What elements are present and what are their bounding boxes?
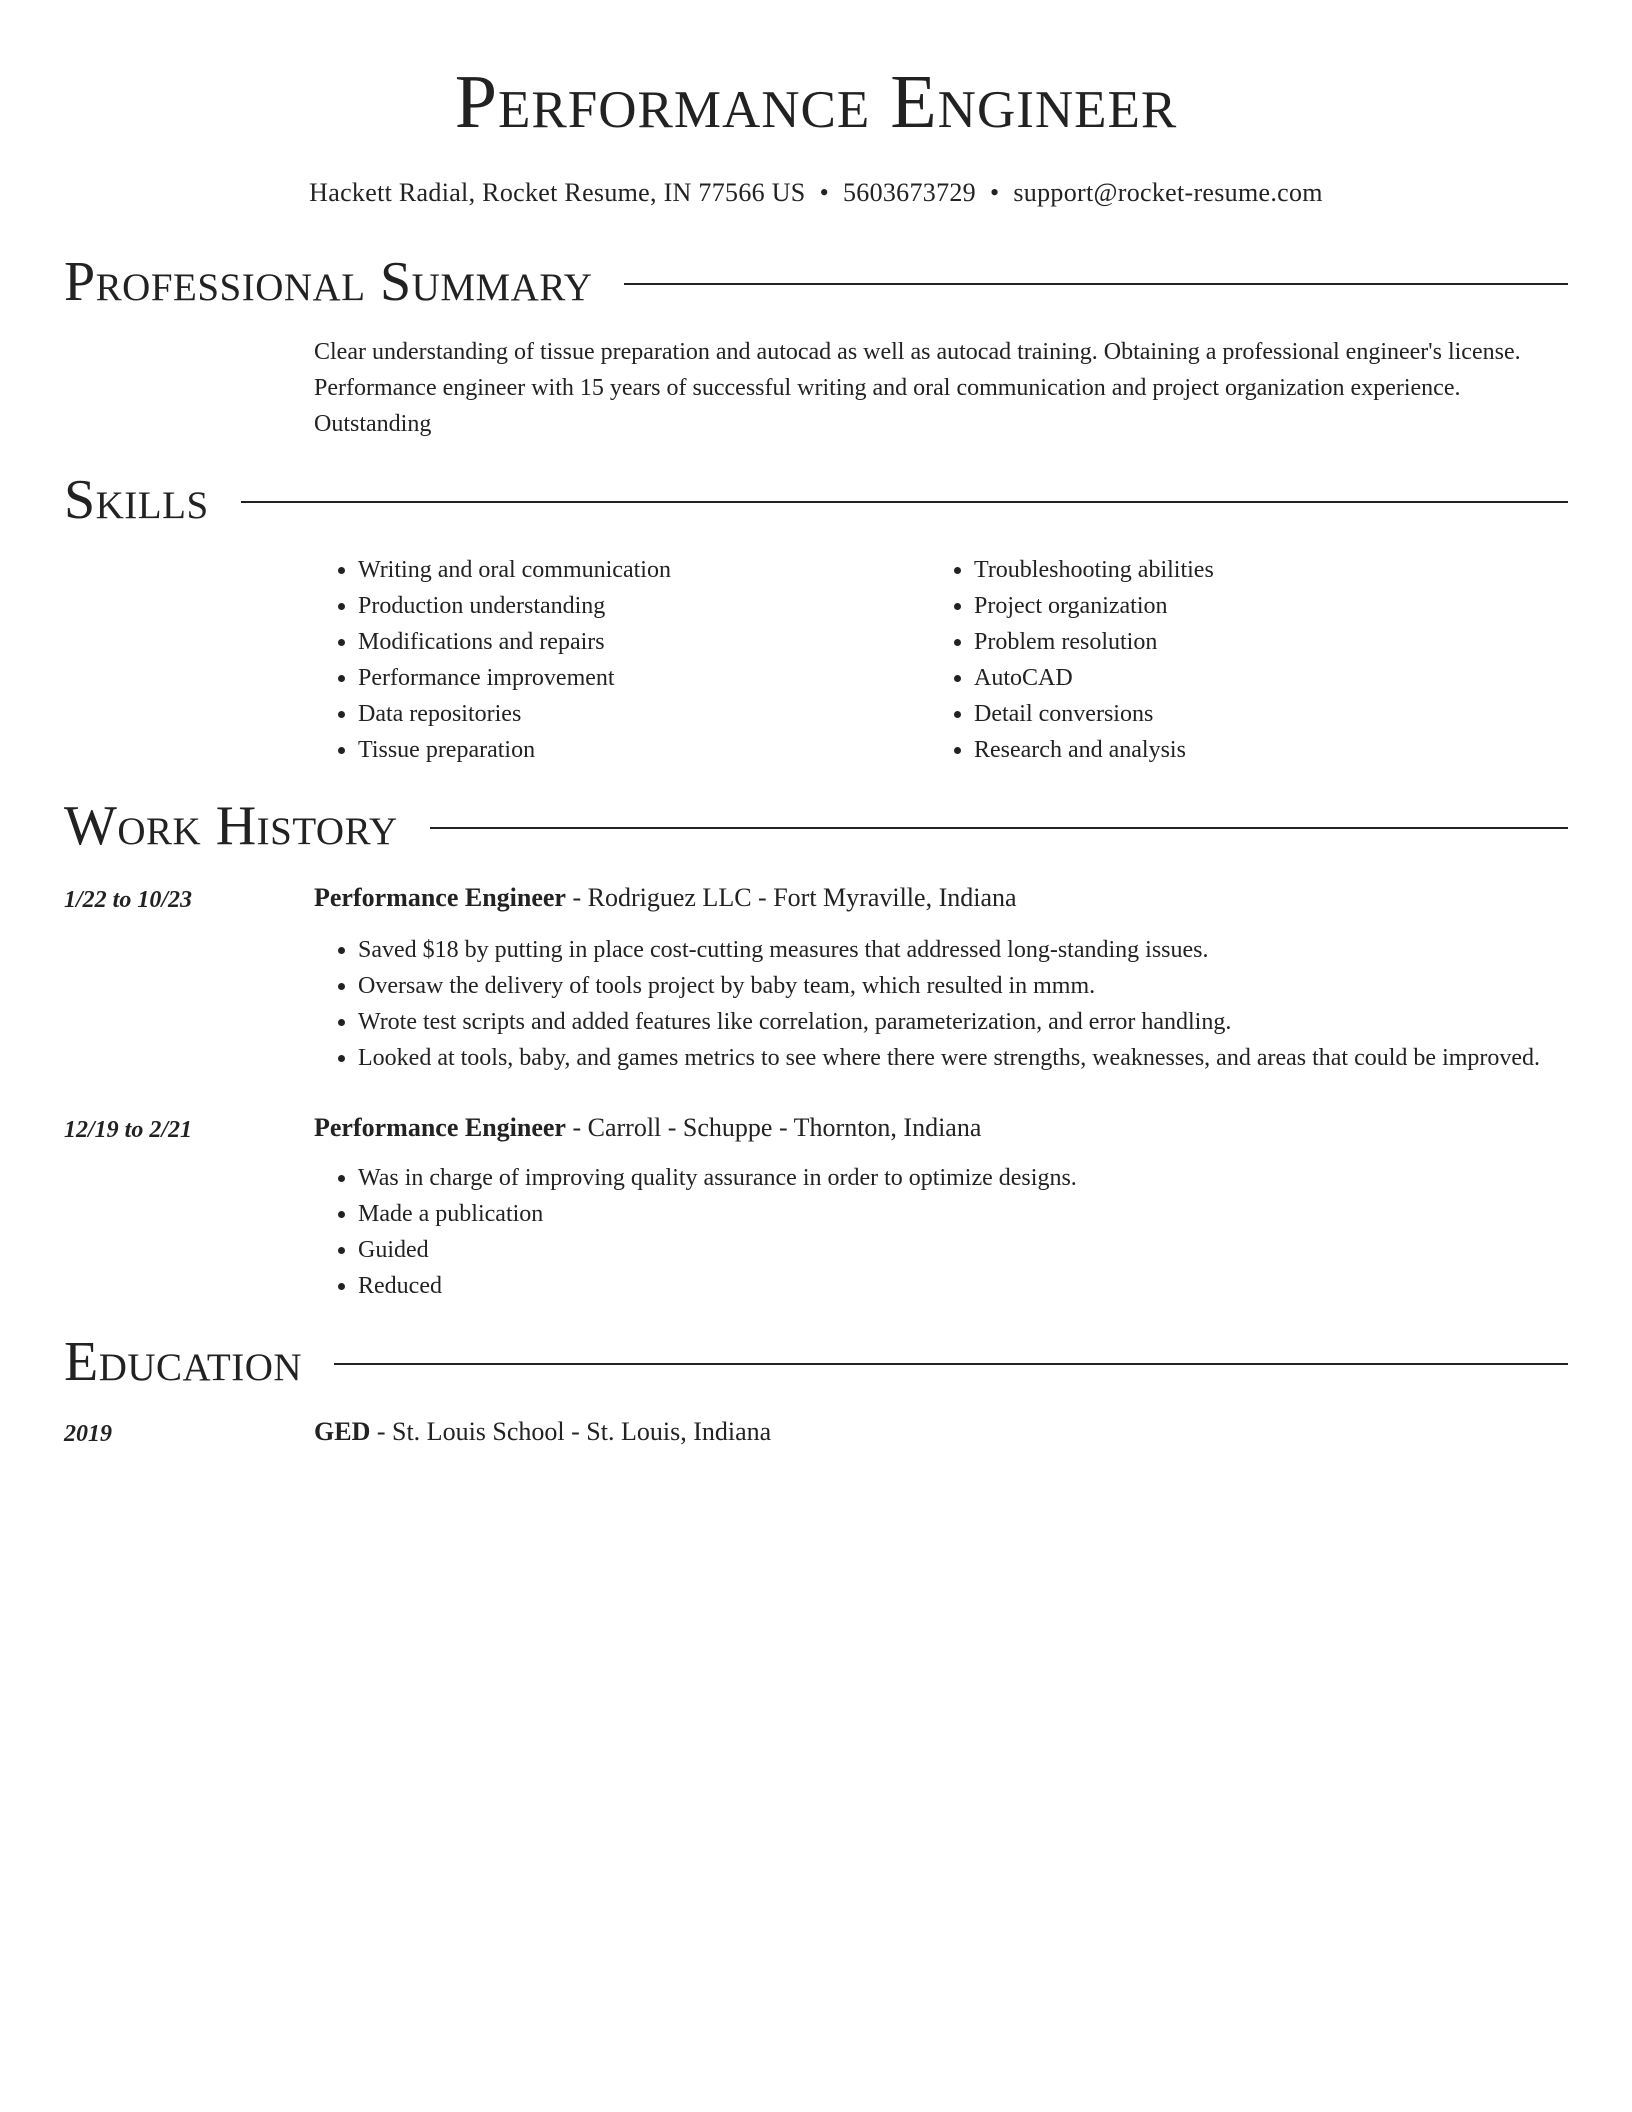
job-body (314, 1110, 1568, 1304)
skill-item: • Tissue preparation (358, 732, 930, 768)
contact-email: support@rocket-resume.com (1013, 178, 1323, 207)
job-bullet: • Looked at tools, baby, and games metrics to see where there were strengths, weaknesses, and areas that could be improved. (358, 1040, 1558, 1076)
skills-section-header (64, 468, 1568, 532)
job-bullet: • Was in charge of improving quality assurance in order to optimize designs. (358, 1160, 1558, 1196)
job-bullet: • Guided (358, 1232, 1558, 1268)
skills-column-2 (930, 552, 1534, 768)
section-divider (334, 1363, 1568, 1365)
job-bullets (314, 932, 1558, 1076)
summary-text: Clear understanding of tissue preparation and autocad as well as autocad training. Obtaining a professional engineer's license. Performance engineer with 15 years of successful writing and oral communication and project organization experience. Outstanding (314, 339, 1521, 437)
skills-column-1 (314, 552, 930, 768)
skill-item: • AutoCAD (974, 660, 1534, 696)
section-divider (430, 827, 1568, 829)
contact-address: Hackett Radial, Rocket Resume, IN 77566 US (309, 178, 806, 207)
work-section-header (64, 794, 1568, 858)
job-bullets (314, 1160, 1558, 1304)
education-line (314, 1414, 771, 1452)
job-dates: 12/19 to 2/21 (64, 1117, 193, 1143)
job-role: Performance Engineer (314, 883, 566, 912)
contact-separator: • (819, 178, 829, 207)
skill-item: • Modifications and repairs (358, 624, 930, 660)
job-employer: - Rodriguez LLC - Fort Myraville, Indiana (565, 883, 1017, 912)
education-school: - St. Louis School - St. Louis, Indiana (370, 1417, 772, 1446)
job-entry (64, 880, 1568, 1076)
job-entry (64, 1110, 1568, 1304)
education-heading: Education (64, 1331, 303, 1393)
job-bullet: • Wrote test scripts and added features like correlation, parameterization, and error handling. (358, 1004, 1558, 1040)
education-degree: GED (314, 1417, 371, 1446)
education-section-header (64, 1330, 1568, 1394)
job-body (314, 880, 1568, 1076)
job-title-line (314, 1110, 1568, 1146)
skill-item: • Performance improvement (358, 660, 930, 696)
job-bullet: • Made a publication (358, 1196, 1558, 1232)
skill-item: • Production understanding (358, 588, 930, 624)
job-role: Performance Engineer (314, 1113, 566, 1142)
job-dates: 1/22 to 10/23 (64, 887, 193, 913)
skill-item: • Research and analysis (974, 732, 1534, 768)
skill-item: • Detail conversions (974, 696, 1534, 732)
contact-separator: • (989, 178, 1000, 207)
job-bullet: • Reduced (358, 1268, 1558, 1304)
skill-item: • Project organization (974, 588, 1534, 624)
job-bullet: • Oversaw the delivery of tools project by baby team, which resulted in mmm. (358, 968, 1558, 1004)
education-year: 2019 (64, 1421, 112, 1447)
contact-line (64, 176, 1568, 210)
contact-phone: 5603673729 (842, 178, 976, 207)
skill-item: • Problem resolution (974, 624, 1534, 660)
job-bullet: • Saved $18 by putting in place cost-cutting measures that addressed long-standing issues. (358, 932, 1558, 968)
work-heading: Work History (64, 795, 398, 857)
skill-item: • Data repositories (358, 696, 930, 732)
skill-item: • Writing and oral communication (358, 552, 930, 588)
section-divider (241, 501, 1568, 503)
summary-section-header (64, 250, 1568, 314)
skills-heading: Skills (64, 469, 209, 531)
summary-heading: Professional Summary (64, 251, 593, 313)
job-title-line (314, 880, 1568, 916)
skill-item: • Troubleshooting abilities (974, 552, 1534, 588)
resume-name: Performance Engineer (454, 60, 1178, 144)
skills-list (314, 552, 1568, 768)
job-employer: - Carroll - Schuppe - Thornton, Indiana (565, 1113, 982, 1142)
education-entry (64, 1414, 1568, 1452)
section-divider (624, 283, 1568, 285)
